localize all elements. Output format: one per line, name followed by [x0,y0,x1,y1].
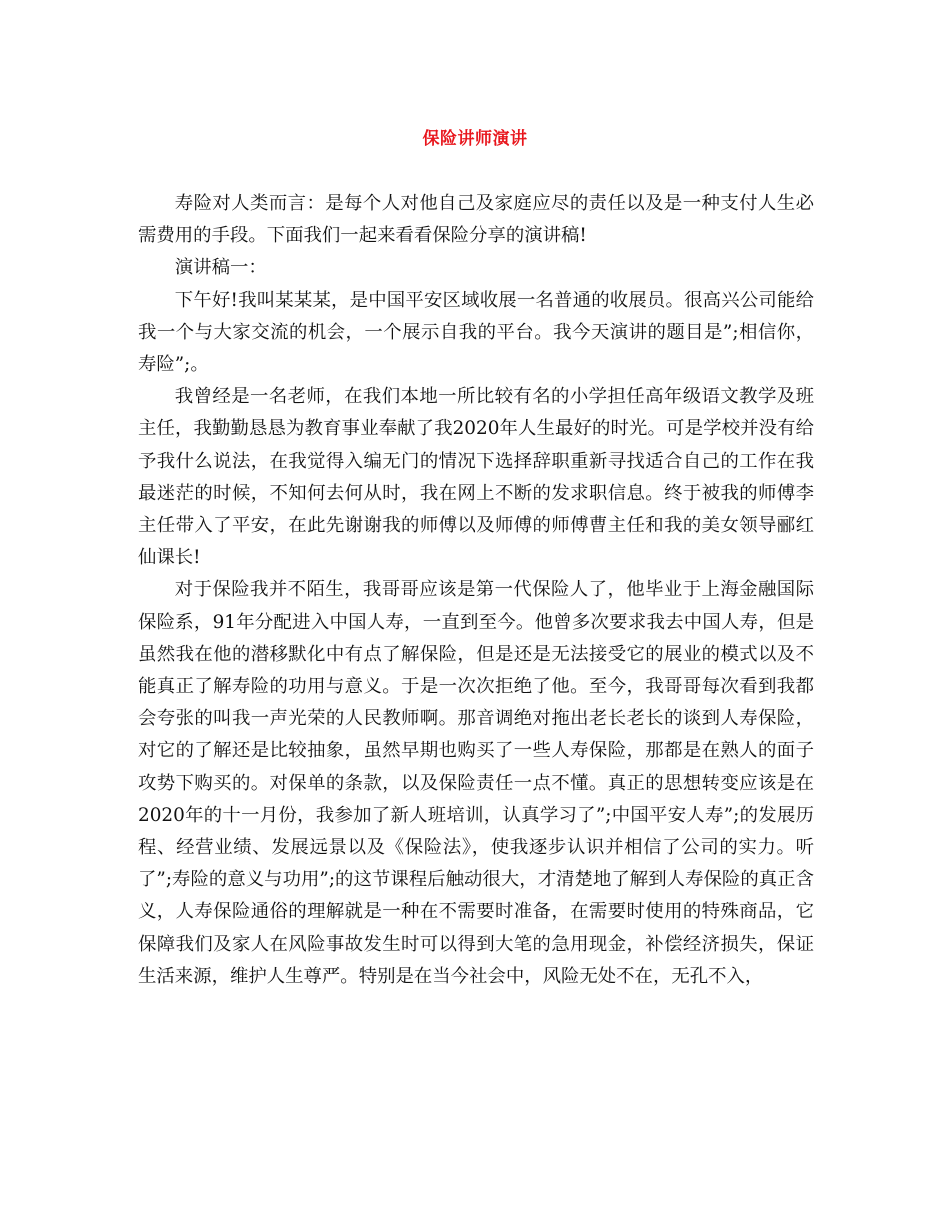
paragraph-intro: 寿险对人类而言：是每个人对他自己及家庭应尽的责任以及是一种支付人生必需费用的手段。下面我们一起来看看保险分享的演讲稿! [138,193,814,247]
paragraph-section-heading: 演讲稿一： [174,257,267,279]
paragraph-background: 我曾经是一名老师，在我们本地一所比较有名的小学担任高年级语文教学及班主任，我勤勤恳恳为教育事业奉献了我2020年人生最好的时光。可是学校并没有给予我什么说法，在我觉得入编无门的情况下选择辞职重新寻找适合自己的工作在我最迷茫的时候，不知何去何从时，我在网上不断的发求职信息。终于被我的师傅李主任带入了平安，在此先谢谢我的师傅以及师傅的师傅曹主任和我的美女领导郦红仙课长! [138,386,814,569]
paragraph-greeting: 下午好!我叫某某某，是中国平安区域收展一名普通的收展员。很高兴公司能给我一个与大家交流的机会，一个展示自我的平台。我今天演讲的题目是”;相信你，寿险”;。 [138,289,814,376]
document-body [138,188,814,993]
paragraph-insurance-story: 对于保险我并不陌生，我哥哥应该是第一代保险人了，他毕业于上海金融国际保险系，91年分配进入中国人寿，一直到至今。他曾多次要求我去中国人寿，但是虽然我在他的潜移默化中有点了解保险，但是还是无法接受它的展业的模式以及不能真正了解寿险的功用与意义。于是一次次拒绝了他。至今，我哥哥每次看到我都会夸张的叫我一声光荣的人民教师啊。那音调绝对拖出老长老长的谈到人寿保险，对它的了解还是比较抽象，虽然早期也购买了一些人寿保险，那都是在熟人的面子攻势下购买的。对保单的条款，以及保险责任一点不懂。真正的思想转变应该是在2020年的十一月份，我参加了新人班培训，认真学习了”;中国平安人寿”;的发展历程、经营业绩、发展远景以及《保险法》，使我逐步认识并相信了公司的实力。听了”;寿险的意义与功用”;的这节课程后触动很大，才清楚地了解到人寿保险的真正含义，人寿保险通俗的理解就是一种在不需要时准备，在需要时使用的特殊商品，它保障我们及家人在风险事故发生时可以得到大笔的急用现金，补偿经济损失，保证生活来源，维护人生尊严。特别是在当今社会中，风险无处不在，无孔不入， [138,579,814,987]
document-title: 保险讲师演讲 [422,129,528,149]
